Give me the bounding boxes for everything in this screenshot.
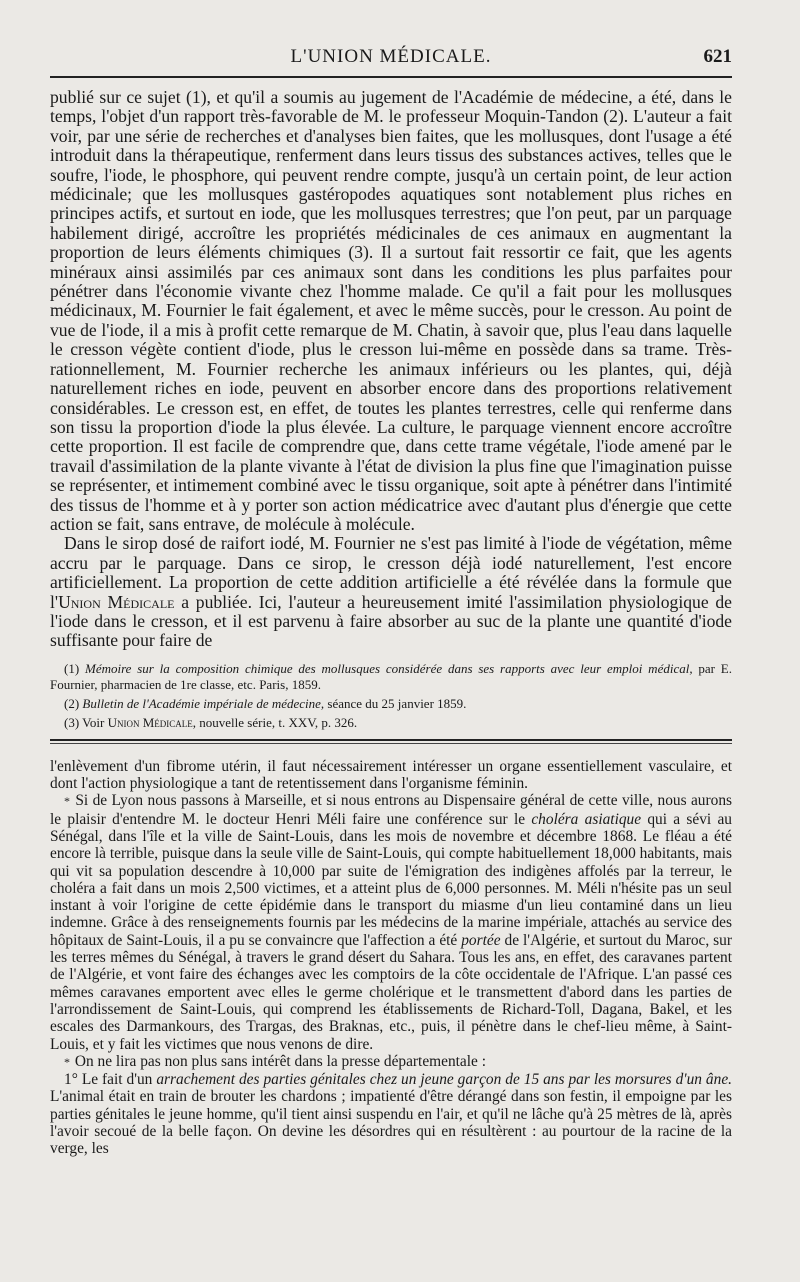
text-run: On ne lira pas non plus sans intérêt dans la presse départementale : [71, 1052, 486, 1070]
text-run: L'animal était en train de brouter les chardons ; impatienté d'être dérangé dans son festin, il empoigne par les parties génitales le jeune homme, qu'il tient ainsi suspendu en l'air, et qu'il ne lâche qu'à 25 mètres de là, après l'avoir secoué de la belle façon. On devine les désordres qui en résultèrent : au pourtour de la racine de la verge, les [50, 1088, 732, 1158]
footnote-number: (3) [64, 714, 80, 730]
divider-rule [50, 739, 732, 741]
footnote-title: Mémoire sur la composition chimique des mollusques considérée dans ses rapports avec leur emploi médical, [84, 660, 693, 676]
footnote-number: (2) [64, 695, 80, 711]
asterism: * [64, 794, 71, 809]
footnote-text: , nouvelle série, t. XXV, p. 326. [192, 714, 358, 730]
body-paragraph [50, 534, 732, 650]
footnote-text: par E. Fournier, pharmacien de 1re classe, etc. Paris, 1859. [50, 660, 732, 692]
chronicle-section [50, 758, 732, 1158]
footnote [50, 715, 732, 731]
footnote [50, 661, 732, 693]
header-rule [50, 76, 732, 78]
text-run: Dans le sirop dosé de raifort iodé, M. Fournier ne s'est pas limité à l'iode de végétation, même accru par le parquage. Dans ce sirop, le cresson déjà iodé naturellement, l'est encore artificiellement. La proportion de cette addition artificielle a été révélée dans la formule que l' [50, 533, 732, 612]
footnotes [50, 661, 732, 731]
text-run: 1° Le fait d'un [64, 1071, 157, 1089]
body-paragraph: l'enlèvement d'un fibrome utérin, il faut nécessairement intéresser un organe essentiellement vasculaire, et dont l'action physiologique a tant de retentissement dans l'organisme féminin. [50, 757, 732, 793]
article-continuation [50, 88, 732, 651]
journal-name: Union Médicale [58, 591, 175, 612]
running-title: L'UNION MÉDICALE. [290, 46, 492, 67]
body-paragraph [50, 792, 732, 1052]
italic-term: choléra asiatique [531, 810, 642, 828]
journal-name: Union Médicale [107, 714, 193, 730]
section-divider [50, 739, 732, 744]
body-paragraph: publié sur ce sujet (1), et qu'il a soumis au jugement de l'Académie de médecine, a été, dans le temps, l'objet d'un rapport très-favorable de M. le professeur Moquin-Tandon (2). L'auteur a fait voir, par une série de recherches et d'analyses bien faites, que les mollusques, dont l'usage a été introduit dans la thérapeutique, renferment dans leurs tissus des substances actives, telles que le soufre, l'iode, le phosphore, qui peuvent rendre compte, jusqu'à un certain point, de leur action médicinale; que les mollusques gastéropodes aquatiques sont notablement plus riches en principes actifs, et surtout en iode, que les mollusques terrestres; que l'on peut, par un parquage habilement dirigé, accroître les propriétés médicinales de ces animaux en augmentant la proportion de leurs éléments chimiques (3). Il a surtout fait ressortir ce fait, que les agents minéraux ainsi assimilés par ces animaux sont dans les conditions les plus parfaites pour pénétrer dans l'économie vivante chez l'homme malade. Ce qu'il a fait pour les mollusques médicinaux, M. Fournier le fait également, et avec le même succès, pour le cresson. Au point de vue de l'iode, il a mis à profit cette remarque de M. Chatin, à savoir que, plus l'eau dans laquelle le cresson végète contient d'iode, plus le cresson lui-même en possède dans sa trame. Très-rationnellement, M. Fournier recherche les animaux inférieurs ou les plantes, qui, déjà naturellement riches en iode, peuvent en absorber encore dans des proportions relativement considérables. Le cresson est, en effet, de toutes les plantes terrestres, celle qui renferme dans son tissu la proportion d'iode la plus élevée. La culture, le parquage viennent encore accroître cette proportion. Il est facile de comprendre que, dans cette trame végétale, l'iode amené par le travail d'assimilation de la plante vivante à l'état de division la plus fine que l'imagination puisse se représenter, et intimement combiné avec le tissu organique, soit apte à pénétrer dans l'intimité des tissus de l'homme et à y porter son action médicatrice avec d'autant plus d'énergie que cette action se fait, sans entrave, de molécule à molécule. [50, 87, 732, 534]
footnote-title: Bulletin de l'Académie impériale de médecine, [82, 695, 325, 711]
running-head [50, 40, 732, 76]
italic-term: portée [461, 931, 501, 949]
text-run: qui a sévi au Sénégal, dans l'île et la ville de Saint-Louis, dans les mois de novembre et décembre 1868. Le fléau a été encore là terrible, puisque dans la seule ville de Saint-Louis, qui compte habituellement 18,000 habitants, mais qui vit sa population descendre à 10,000 par suite de l'émigration des indigènes affolés par la terreur, le choléra a fait dans un mois 2,500 victimes, et a atteint plus de 6,000 personnes. M. Méli n'hésite pas un seul instant à voir l'origine de cette épidémie dans le transport du miasme d'un lieu contaminé dans un lieu indemne. Grâce à des renseignements fournis par les médecins de la marine impériale, attachés au service des hôpitaux de Saint-Louis, il a pu se convaincre que l'affection a été [50, 810, 733, 949]
text-run: Si de Lyon nous passons à Marseille, et si nous entrons au Dispensaire général de cette ville, nous aurons le plaisir d'entendre M. le docteur Henri Méli faire une conférence sur le [50, 792, 732, 828]
text-run: a publiée. Ici, l'auteur a heureusement imité l'assimilation physiologique de l'iode dans le cresson, et il est parvenu à faire absorber au suc de la plante une quantité d'iode suffisante pour faire de [50, 591, 732, 651]
body-paragraph [50, 1071, 732, 1157]
italic-term: arrachement des parties génitales chez un jeune garçon de 15 ans par les morsures d'un âne. [156, 1071, 732, 1089]
text-run: de l'Algérie, et surtout du Maroc, sur les terres mêmes du Sénégal, à travers le grand désert du Sahara. Tous les ans, en effet, des caravanes partent de l'Algérie, et vont faire des échanges avec les comptoirs de la côte occidentale de l'Afrique. L'an passé ces mêmes caravanes emportent avec elles le germe cholérique et le transmettent d'abord dans les parties de l'arrondissement de Saint-Louis, qui comprend les établissements de Richard-Toll, Dagana, Bakel, et les escales des Darmankours, des Trargas, des Braknas, etc., puis, il pénètre dans le chef-lieu même, à Saint-Louis, et y fait les victimes que nous venons de dire. [50, 931, 732, 1053]
footnote-text: Voir [79, 714, 108, 730]
body-paragraph [50, 1053, 732, 1071]
footnote-text: séance du 25 janvier 1859. [324, 695, 467, 711]
footnote [50, 696, 732, 712]
asterism: * [64, 1054, 71, 1069]
footnote-number: (1) [64, 660, 80, 676]
divider-rule [50, 743, 732, 744]
page-number: 621 [703, 46, 732, 67]
